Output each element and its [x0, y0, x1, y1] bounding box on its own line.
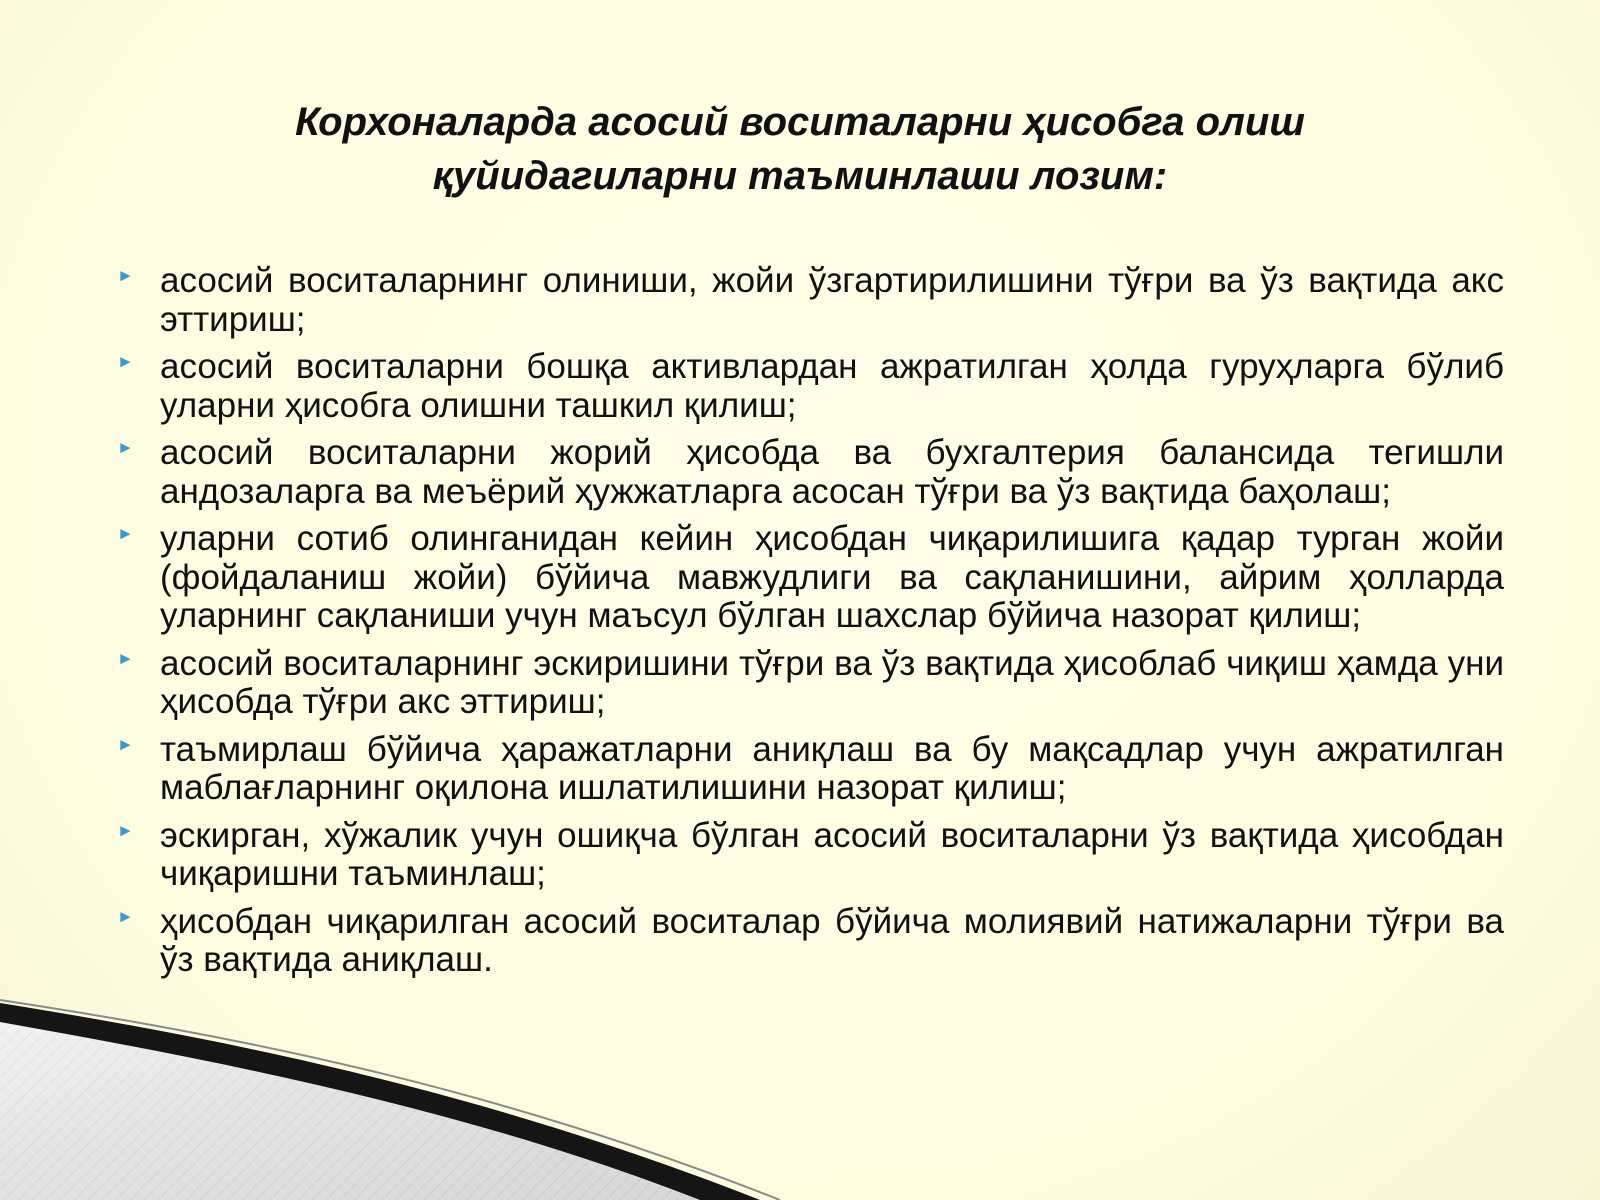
bullet-text: асосий воситаларнинг эскиришини тўғри ва ўз вақтида ҳисоблаб чиқиш ҳамда уни ҳисобда тўғри акс эттириш; — [160, 643, 1504, 721]
slide-title — [160, 95, 1440, 203]
bullet-item — [112, 903, 1504, 980]
bullet-item — [112, 731, 1504, 808]
title-line-2: қуйидагиларни таъминлаши лозим: — [432, 154, 1168, 198]
triangle-right-icon: ► — [117, 352, 134, 371]
triangle-right-icon: ► — [117, 820, 134, 840]
triangle-right-icon: ► — [117, 438, 134, 457]
triangle-right-icon: ► — [117, 734, 134, 754]
bullet-text: таъмирлаш бўйича ҳаражатларни аниқлаш ва бу мақсадлар учун ажратилган маблағларнинг оқилона ишлатилишини назорат қилиш; — [160, 729, 1504, 807]
triangle-right-icon: ► — [117, 906, 134, 926]
bullet-text: уларни сотиб олинганидан кейин ҳисобдан чиқарилишига қадар турган жойи (фойдаланиш жойи) бўйича мавжудлиги ва сақланишини, айрим ҳолларда уларнинг сақланиши учун маъсул бўлган шахслар бўйича назорат қилиш; — [160, 519, 1504, 635]
bullet-list — [112, 262, 1504, 989]
bullet-item — [112, 645, 1504, 722]
bullet-text: ҳисобдан чиқарилган асосий воситалар бўйича молиявий натижаларни тўғри ва ўз вақтида аниқлаш. — [160, 901, 1504, 979]
bullet-item — [112, 520, 1504, 636]
triangle-right-icon: ► — [117, 648, 134, 668]
triangle-right-icon: ► — [117, 524, 134, 543]
bullet-item — [112, 817, 1504, 894]
bullet-item — [112, 262, 1504, 339]
triangle-right-icon: ► — [117, 266, 134, 285]
bullet-text: асосий воситаларнинг олиниши, жойи ўзгартирилишини тўғри ва ўз вақтида акс эттириш; — [160, 261, 1504, 339]
title-line-1: Корхоналарда асосий воситаларни ҳисобга олиш — [295, 100, 1305, 144]
bullet-text: асосий воситаларни бошқа активлардан ажратилган ҳолда гуруҳларга бўлиб уларни ҳисобга олишни ташкил қилиш; — [160, 347, 1504, 425]
bullet-item — [112, 348, 1504, 425]
bullet-item — [112, 434, 1504, 511]
bullet-text: асосий воситаларни жорий ҳисобда ва бухгалтерия балансида тегишли андозаларга ва меъёрий ҳужжатларга асосан тўғри ва ўз вақтида баҳолаш; — [160, 433, 1504, 511]
bullet-text: эскирган, хўжалик учун ошиқча бўлган асосий воситаларни ўз вақтида ҳисобдан чиқаришни таъминлаш; — [160, 815, 1504, 893]
